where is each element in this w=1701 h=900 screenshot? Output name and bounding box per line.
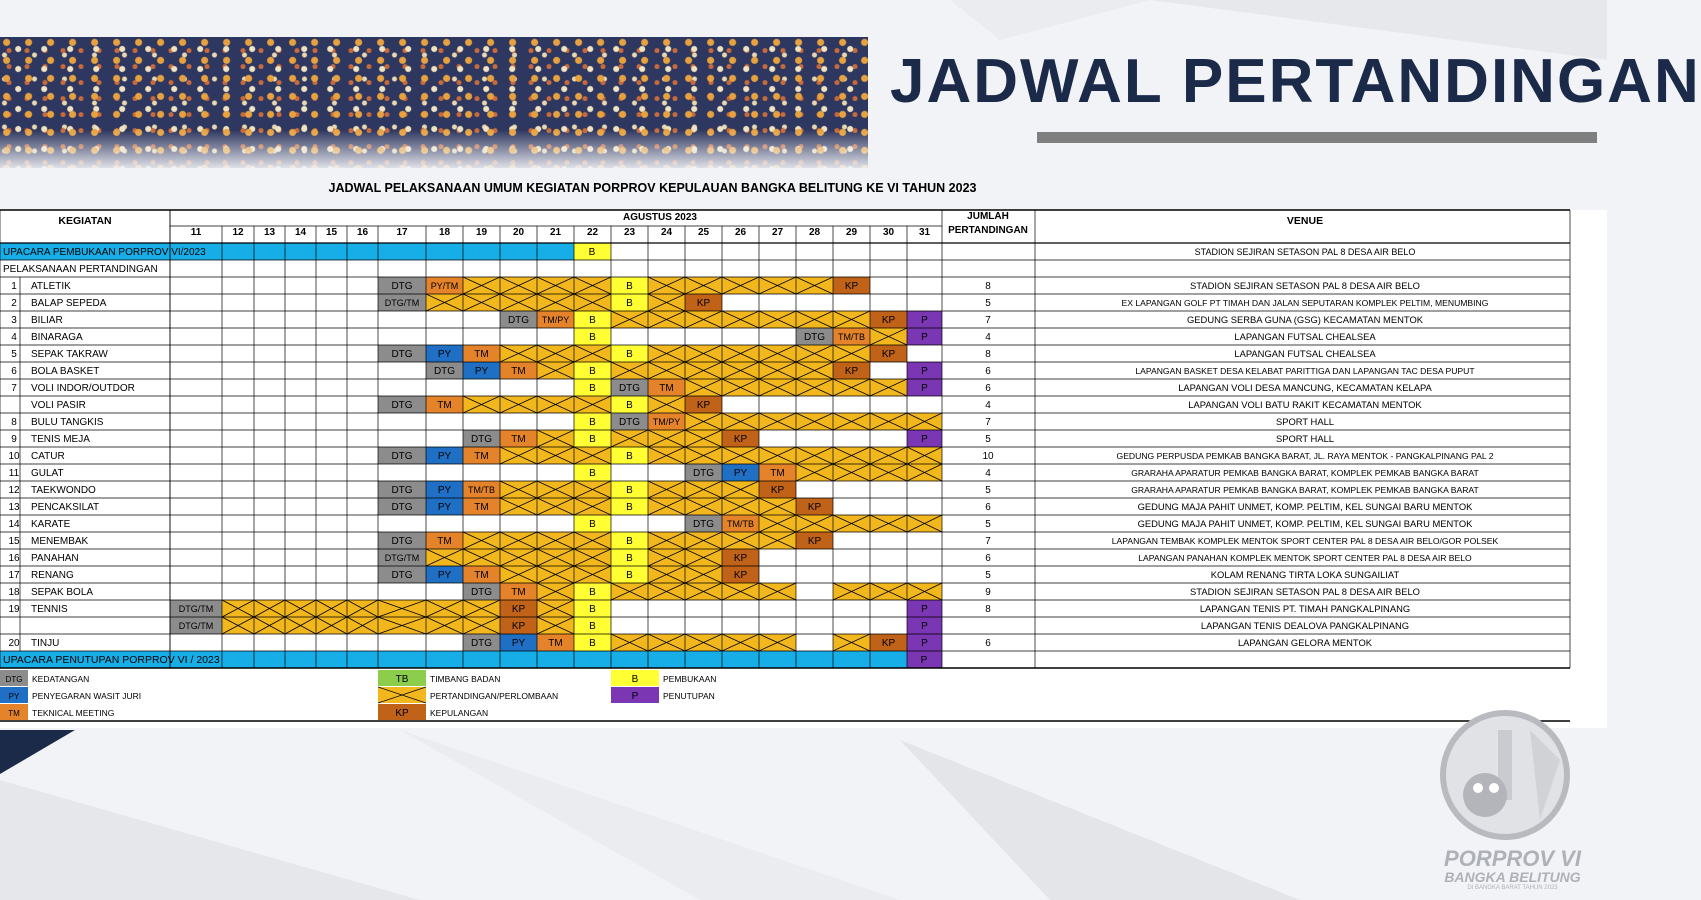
svg-text:BALAP SEPEDA: BALAP SEPEDA <box>31 298 107 309</box>
row-total: 7 <box>985 536 991 547</box>
row-venue: SPORT HALL <box>1275 416 1335 427</box>
table-row <box>11 331 1376 343</box>
svg-text:B: B <box>589 604 596 615</box>
svg-text:TM: TM <box>548 638 563 649</box>
svg-text:PY: PY <box>474 366 489 377</box>
legend-label: TIMBANG BADAN <box>430 674 501 684</box>
row-total: 4 <box>985 332 991 343</box>
row-venue: SPORT HALL <box>1275 433 1335 444</box>
row-venue: STADION SEJIRAN SETASON PAL 8 DESA AIR BELO <box>1190 586 1420 597</box>
day-header-29: 29 <box>845 227 858 238</box>
svg-text:B: B <box>626 281 633 292</box>
legend-label: KEPULANGAN <box>430 708 489 718</box>
svg-text:14: 14 <box>8 519 20 530</box>
svg-text:TM: TM <box>437 536 452 547</box>
day-header-13: 13 <box>263 227 276 238</box>
svg-text:DTG: DTG <box>391 502 413 513</box>
svg-text:B: B <box>589 383 596 394</box>
svg-text:B: B <box>626 553 633 564</box>
svg-text:3: 3 <box>11 315 17 326</box>
row-total: 7 <box>985 315 991 326</box>
row-venue: LAPANGAN FUTSAL CHEALSEA <box>1234 331 1376 342</box>
svg-text:TM/PY: TM/PY <box>652 417 681 427</box>
row-total: 6 <box>985 383 991 394</box>
svg-text:20: 20 <box>8 638 20 649</box>
legend-label: PENUTUPAN <box>663 691 715 701</box>
table-row <box>31 399 1422 411</box>
svg-text:DTG: DTG <box>391 281 413 292</box>
day-header-15: 15 <box>325 227 338 238</box>
svg-text:TM: TM <box>437 400 452 411</box>
row-venue: KOLAM RENANG TIRTA LOKA SUNGAILIAT <box>1210 569 1400 580</box>
svg-text:TINJU: TINJU <box>31 638 60 649</box>
svg-text:P: P <box>921 332 928 343</box>
row-venue: LAPANGAN VOLI BATU RAKIT KECAMATAN MENTOK <box>1188 399 1422 410</box>
row-venue: LAPANGAN TEMBAK KOMPLEK MENTOK SPORT CENTER PAL 8 DESA AIR BELO/GOR POLSEK <box>1111 536 1499 546</box>
svg-text:DTG: DTG <box>433 366 456 377</box>
svg-text:CATUR: CATUR <box>31 451 65 462</box>
svg-text:KP: KP <box>696 298 711 309</box>
svg-text:B: B <box>589 315 596 326</box>
svg-text:KP: KP <box>770 485 785 496</box>
row-venue: STADION SEJIRAN SETASON PAL 8 DESA AIR BELO <box>1190 280 1420 291</box>
svg-text:B: B <box>589 638 596 649</box>
svg-text:DTG: DTG <box>391 570 413 581</box>
svg-text:DTG: DTG <box>5 675 23 684</box>
svg-text:1: 1 <box>11 281 17 292</box>
svg-text:7: 7 <box>11 383 17 394</box>
svg-text:PY: PY <box>511 638 526 649</box>
svg-text:ATLETIK: ATLETIK <box>31 281 71 292</box>
svg-text:KP: KP <box>881 315 896 326</box>
svg-text:PY/TM: PY/TM <box>430 281 459 291</box>
row-total: 5 <box>985 298 991 309</box>
svg-text:PY: PY <box>437 570 452 581</box>
svg-text:KP: KP <box>807 536 822 547</box>
day-header-22: 22 <box>586 227 599 238</box>
svg-text:KP: KP <box>511 604 526 615</box>
row-venue: GRARAHA APARATUR PEMKAB BANGKA BARAT, KOMPLEK PEMKAB BANGKA BARAT <box>1131 485 1479 495</box>
svg-text:P: P <box>921 638 928 649</box>
svg-text:B: B <box>589 519 596 530</box>
svg-text:VOLI INDOR/OUTDOR: VOLI INDOR/OUTDOR <box>31 383 135 394</box>
svg-text:B: B <box>589 587 596 598</box>
svg-text:16: 16 <box>8 553 20 564</box>
svg-text:B: B <box>626 451 633 462</box>
svg-text:RENANG: RENANG <box>31 570 74 581</box>
schedule-subtitle: JADWAL PELAKSANAAN UMUM KEGIATAN PORPROV KEPULAUAN BANGKA BELITUNG KE VI TAHUN 2023 <box>328 181 977 195</box>
day-header-25: 25 <box>697 227 710 238</box>
row-total: 6 <box>985 638 991 649</box>
day-header-19: 19 <box>475 227 488 238</box>
svg-text:B: B <box>626 400 633 411</box>
svg-text:4: 4 <box>11 332 17 343</box>
svg-text:8: 8 <box>11 417 17 428</box>
header-venue: VENUE <box>1286 215 1324 227</box>
svg-text:B: B <box>589 366 596 377</box>
day-header-16: 16 <box>356 227 369 238</box>
logo-tagline: DI BANGKA BARAT TAHUN 2023 <box>1467 885 1558 891</box>
svg-text:17: 17 <box>8 570 20 581</box>
day-header-17: 17 <box>396 227 408 238</box>
svg-text:TM/TB: TM/TB <box>468 485 495 495</box>
svg-text:TM/TB: TM/TB <box>838 332 865 342</box>
svg-text:B: B <box>589 332 596 343</box>
day-header-11: 11 <box>190 227 202 238</box>
opening-venue: STADION SEJIRAN SETASON PAL 8 DESA AIR BELO <box>1194 247 1416 257</box>
schedule-table <box>0 210 1607 730</box>
svg-text:18: 18 <box>8 587 20 598</box>
svg-text:9: 9 <box>11 434 17 445</box>
svg-text:B: B <box>589 468 596 479</box>
svg-text:KP: KP <box>733 553 748 564</box>
svg-text:DTG/TM: DTG/TM <box>384 298 420 308</box>
row-venue: LAPANGAN VOLI DESA MANCUNG, KECAMATAN KELAPA <box>1178 382 1432 393</box>
svg-text:PENCAKSILAT: PENCAKSILAT <box>31 502 100 513</box>
row-total: 4 <box>985 468 991 479</box>
svg-text:B: B <box>589 434 596 445</box>
svg-text:KP: KP <box>807 502 822 513</box>
svg-text:11: 11 <box>8 468 20 479</box>
svg-text:PANAHAN: PANAHAN <box>31 553 79 564</box>
table-row <box>1201 620 1409 631</box>
svg-text:KP: KP <box>844 281 859 292</box>
svg-text:BILIAR: BILIAR <box>31 315 63 326</box>
row-venue: EX LAPANGAN GOLF PT TIMAH DAN JALAN SEPUTARAN KOMPLEK PELTIM, MENUMBING <box>1121 298 1489 308</box>
svg-text:B: B <box>631 674 639 685</box>
svg-text:12: 12 <box>8 485 20 496</box>
svg-text:TM: TM <box>474 502 489 513</box>
svg-text:SEPAK BOLA: SEPAK BOLA <box>31 587 94 598</box>
closing-code: P <box>920 655 928 666</box>
day-header-20: 20 <box>512 227 525 238</box>
svg-text:13: 13 <box>8 502 20 513</box>
svg-text:TM/TB: TM/TB <box>727 519 754 529</box>
svg-text:PY: PY <box>733 468 748 479</box>
svg-text:P: P <box>921 366 928 377</box>
svg-text:B: B <box>626 570 633 581</box>
svg-text:P: P <box>921 315 928 326</box>
day-header-26: 26 <box>734 227 747 238</box>
svg-text:DTG: DTG <box>470 434 493 445</box>
row-venue: GEDUNG SERBA GUNA (GSG) KECAMATAN MENTOK <box>1187 314 1423 325</box>
svg-text:KP: KP <box>844 366 859 377</box>
header-jumlah-1: JUMLAH <box>967 211 1009 222</box>
svg-text:PY: PY <box>437 451 452 462</box>
day-header-23: 23 <box>623 227 636 238</box>
svg-text:KP: KP <box>733 570 748 581</box>
svg-text:P: P <box>921 621 928 632</box>
row-total: 6 <box>985 502 991 513</box>
row-venue: GEDUNG MAJA PAHIT UNMET, KOMP. PELTIM, KEL SUNGAI BARU MENTOK <box>1137 501 1473 512</box>
row-venue: GRARAHA APARATUR PEMKAB BANGKA BARAT, KOMPLEK PEMKAB BANGKA BARAT <box>1131 468 1479 478</box>
row-total: 8 <box>985 349 991 360</box>
table-row <box>11 298 1489 309</box>
svg-text:DTG: DTG <box>618 383 641 394</box>
svg-text:SEPAK TAKRAW: SEPAK TAKRAW <box>31 349 108 360</box>
svg-text:DTG: DTG <box>391 349 413 360</box>
section-label: PELAKSANAAN PERTANDINGAN <box>3 264 158 275</box>
legend-label: PENYEGARAN WASIT JURI <box>32 691 142 701</box>
row-total: 7 <box>985 417 991 428</box>
svg-text:B: B <box>626 502 633 513</box>
svg-text:PY: PY <box>437 502 452 513</box>
svg-text:TENIS MEJA: TENIS MEJA <box>31 434 90 445</box>
svg-text:KP: KP <box>881 349 896 360</box>
svg-text:TENNIS: TENNIS <box>31 604 68 615</box>
svg-text:KP: KP <box>696 400 711 411</box>
svg-text:P: P <box>921 604 928 615</box>
header-jumlah-2: PERTANDINGAN <box>948 225 1028 236</box>
day-header-14: 14 <box>294 227 307 238</box>
row-total: 5 <box>985 485 991 496</box>
svg-text:KP: KP <box>511 621 526 632</box>
logo-name: PORPROV VI <box>1444 846 1581 871</box>
svg-text:VOLI PASIR: VOLI PASIR <box>31 400 86 411</box>
row-venue: GEDUNG PERPUSDA PEMKAB BANGKA BARAT, JL. RAYA MENTOK - PANGKALPINANG PAL 2 <box>1116 451 1494 461</box>
day-header-27: 27 <box>771 227 784 238</box>
svg-text:DTG/TM: DTG/TM <box>178 621 214 631</box>
row-venue: LAPANGAN FUTSAL CHEALSEA <box>1234 348 1376 359</box>
svg-text:TM: TM <box>8 709 20 718</box>
svg-text:15: 15 <box>8 536 20 547</box>
svg-text:TAEKWONDO: TAEKWONDO <box>31 485 96 496</box>
svg-text:B: B <box>626 349 633 360</box>
svg-text:TM/PY: TM/PY <box>541 315 570 325</box>
svg-text:P: P <box>631 691 639 702</box>
row-venue: LAPANGAN BASKET DESA KELABAT PARITTIGA DAN LAPANGAN TAC DESA PUPUT <box>1135 366 1475 376</box>
navy-corner <box>0 730 75 774</box>
svg-text:TM: TM <box>511 434 526 445</box>
svg-text:TM: TM <box>474 349 489 360</box>
svg-text:BINARAGA: BINARAGA <box>31 332 83 343</box>
legend-label: PEMBUKAAN <box>663 674 717 684</box>
svg-text:DTG: DTG <box>391 451 413 462</box>
page-title: JADWAL PERTANDINGAN <box>890 47 1701 116</box>
svg-text:TM: TM <box>474 570 489 581</box>
svg-text:TM: TM <box>511 366 526 377</box>
row-total: 5 <box>985 570 991 581</box>
row-venue: LAPANGAN TENIS DEALOVA PANGKALPINANG <box>1200 620 1410 631</box>
row-venue: LAPANGAN GELORA MENTOK <box>1237 637 1373 648</box>
day-header-21: 21 <box>549 227 562 238</box>
svg-text:B: B <box>626 485 633 496</box>
opening-label: UPACARA PEMBUKAAN PORPROV VI/2023 <box>3 247 206 258</box>
svg-text:DTG/TM: DTG/TM <box>178 604 214 614</box>
svg-text:B: B <box>626 298 633 309</box>
legend-label: TEKNICAL MEETING <box>32 708 115 718</box>
svg-text:5: 5 <box>11 349 17 360</box>
svg-text:BULU TANGKIS: BULU TANGKIS <box>31 417 104 428</box>
svg-text:PY: PY <box>437 485 452 496</box>
svg-text:KP: KP <box>733 434 748 445</box>
header-kegiatan: KEGIATAN <box>58 215 112 227</box>
row-total: 5 <box>985 519 991 530</box>
svg-text:B: B <box>589 621 596 632</box>
svg-text:TB: TB <box>395 674 409 685</box>
svg-text:B: B <box>626 536 633 547</box>
row-total: 6 <box>985 366 991 377</box>
svg-text:DTG: DTG <box>470 587 493 598</box>
svg-text:DTG: DTG <box>803 332 826 343</box>
row-total: 6 <box>985 553 991 564</box>
svg-text:DTG/TM: DTG/TM <box>384 553 420 563</box>
day-header-31: 31 <box>918 227 931 238</box>
svg-text:PY: PY <box>8 692 20 701</box>
legend-label: KEDATANGAN <box>32 674 90 684</box>
svg-text:DTG: DTG <box>618 417 641 428</box>
svg-text:DTG: DTG <box>391 400 413 411</box>
day-header-30: 30 <box>882 227 895 238</box>
svg-text:MENEMBAK: MENEMBAK <box>31 536 89 547</box>
svg-text:TM: TM <box>511 587 526 598</box>
svg-text:2: 2 <box>11 298 17 309</box>
svg-text:KP: KP <box>881 638 896 649</box>
svg-text:DTG: DTG <box>391 536 413 547</box>
day-header-18: 18 <box>438 227 451 238</box>
svg-text:B: B <box>589 417 596 428</box>
svg-text:KARATE: KARATE <box>31 519 71 530</box>
svg-text:10: 10 <box>8 451 20 462</box>
opening-code: B <box>588 247 596 258</box>
title-underline <box>1037 132 1597 143</box>
day-header-12: 12 <box>232 227 244 238</box>
header-month: AGUSTUS 2023 <box>623 212 697 223</box>
svg-text:6: 6 <box>11 366 17 377</box>
svg-text:DTG: DTG <box>391 485 413 496</box>
svg-text:PY: PY <box>437 349 452 360</box>
logo-subname: BANGKA BELITUNG <box>1444 869 1581 885</box>
day-header-28: 28 <box>808 227 821 238</box>
row-total: 8 <box>985 604 991 615</box>
svg-text:DTG: DTG <box>692 519 715 530</box>
svg-text:GULAT: GULAT <box>31 468 64 479</box>
svg-text:P: P <box>921 383 928 394</box>
svg-text:TM: TM <box>659 383 674 394</box>
svg-text:TM: TM <box>474 451 489 462</box>
row-total: 4 <box>985 400 991 411</box>
svg-text:DTG: DTG <box>692 468 715 479</box>
closing-label: UPACARA PENUTUPAN PORPROV VI / 2023 <box>3 654 220 666</box>
legend <box>0 670 1570 721</box>
svg-text:P: P <box>921 434 928 445</box>
row-venue: LAPANGAN PANAHAN KOMPLEK MENTOK SPORT CENTER PAL 8 DESA AIR BELO <box>1138 553 1472 563</box>
svg-text:KP: KP <box>395 708 409 719</box>
row-venue: LAPANGAN TENIS PT. TIMAH PANGKALPINANG <box>1199 603 1411 614</box>
row-total: 9 <box>985 587 991 598</box>
row-total: 10 <box>982 451 994 462</box>
svg-text:BOLA BASKET: BOLA BASKET <box>31 366 100 377</box>
row-total: 5 <box>985 434 991 445</box>
legend-label: PERTANDINGAN/PERLOMBAAN <box>430 691 559 701</box>
row-venue: GEDUNG MAJA PAHIT UNMET, KOMP. PELTIM, KEL SUNGAI BARU MENTOK <box>1137 518 1473 529</box>
day-header-24: 24 <box>660 227 673 238</box>
svg-text:TM: TM <box>770 468 785 479</box>
svg-text:DTG: DTG <box>507 315 530 326</box>
svg-text:DTG: DTG <box>470 638 493 649</box>
row-total: 8 <box>985 281 991 292</box>
svg-text:19: 19 <box>8 604 20 615</box>
